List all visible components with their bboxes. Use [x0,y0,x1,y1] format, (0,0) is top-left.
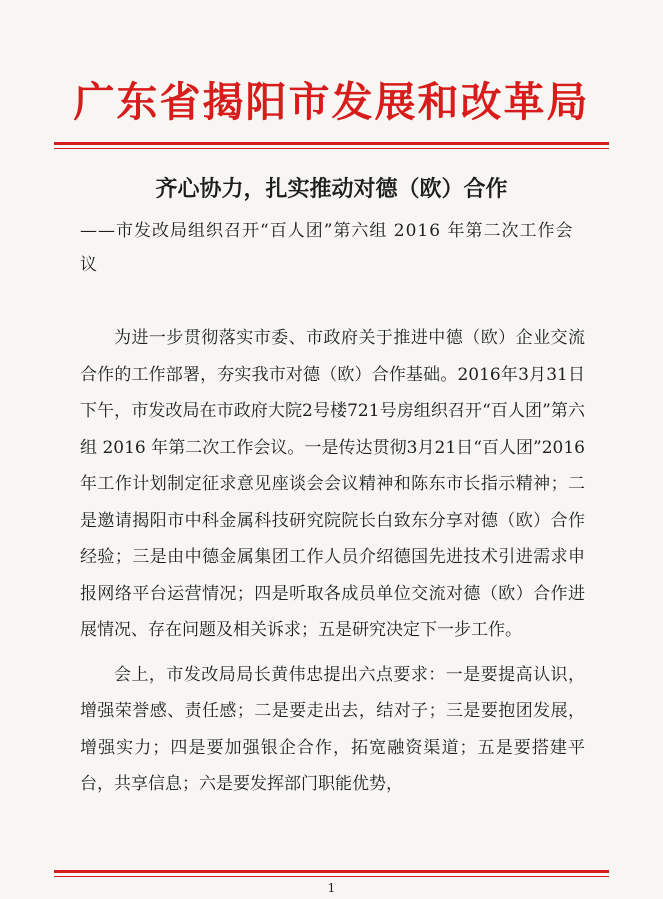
letterhead-rule-thick [54,142,609,145]
footer-rule-thick [54,870,609,873]
article-subtitle: ——市发改局组织召开“百人团”第六组 2016 年第二次工作会议 [80,221,574,275]
body-paragraph: 为进一步贯彻落实市委、市政府关于推进中德（欧）企业交流合作的工作部署，夯实我市对德（欧）合作基础。2016年3月31日下午，市发改局在市政府大院2号楼721号房组织召开“百人团”第六组 2016 年第二次工作会议。一是传达贯彻3月21日“百人团”2016年工作计划制定征求意见座谈会会议精神和陈东市长指示精神；二是邀请揭阳市中科金属科技研究院院长白致东分享对德（欧）合作经验；三是由中德金属集团工作人员介绍德国先进技术引进需求申报网络平台运营情况；四是听取各成员单位交流对德（欧）合作进展情况、存在问题及相关诉求；五是研究决定下一步工作。 [80,328,585,640]
article-title: 齐心协力，扎实推动对德（欧）合作 [155,177,508,202]
article-body [80,320,585,803]
letterhead-rule-thin [54,148,609,149]
letterhead-title: 广东省揭阳市发展和改革局 [73,78,590,126]
body-paragraph: 会上，市发改局局长黄伟忠提出六点要求：一是要提高认识，增强荣誉感、责任感；二是要走出去，结对子；三是要抱团发展，增强实力；四是要加强银企合作，拓宽融资渠道；五是要搭建平台，共享信息；六是要发挥部门职能优势， [80,664,585,794]
page-number: 1 [327,881,336,895]
footer-rule-thin [54,876,609,877]
